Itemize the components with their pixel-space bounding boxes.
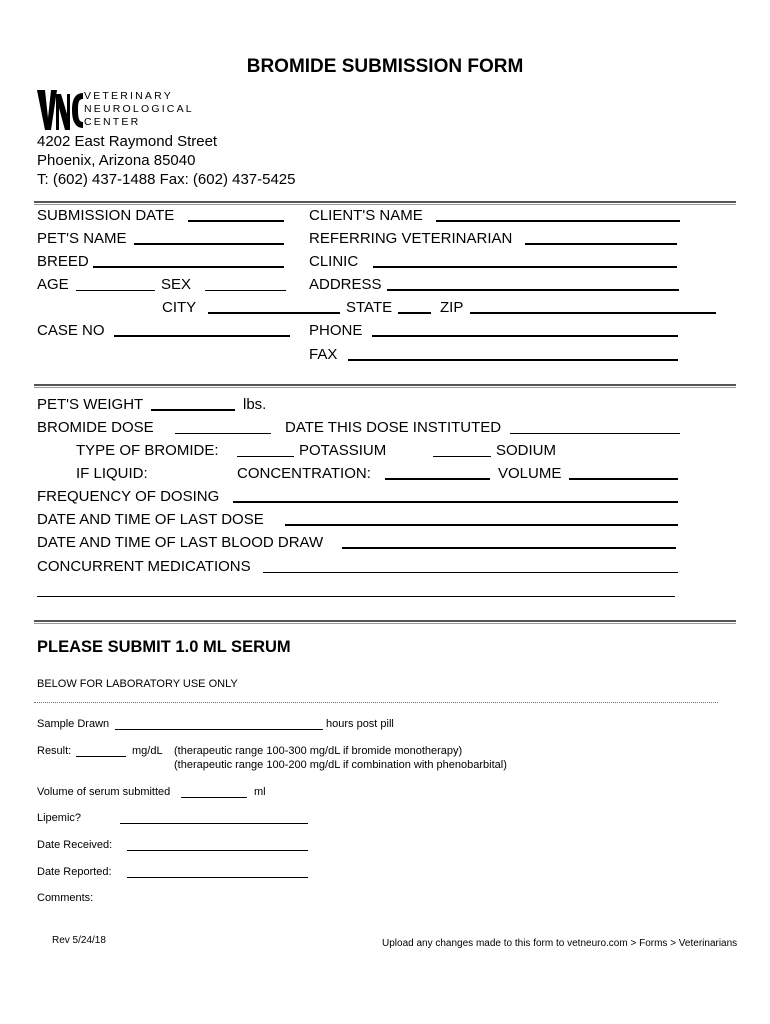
type-of-bromide-label: TYPE OF BROMIDE: xyxy=(76,442,219,459)
sample-drawn-label: Sample Drawn xyxy=(37,718,110,730)
address-phone-fax: T: (602) 437-1488 Fax: (602) 437-5425 xyxy=(37,171,296,188)
lbs-label: lbs. xyxy=(243,396,267,413)
case-no-label: CASE NO xyxy=(37,322,105,339)
sex-label: SEX xyxy=(161,276,192,293)
volume-field[interactable] xyxy=(569,478,678,480)
zip-field[interactable] xyxy=(470,312,716,314)
state-field[interactable] xyxy=(398,312,431,314)
address-street: 4202 East Raymond Street xyxy=(37,133,218,150)
breed-field[interactable] xyxy=(93,266,284,268)
concentration-field[interactable] xyxy=(385,478,490,480)
result-label: Result: xyxy=(37,745,72,757)
referring-vet-label: REFERRING VETERINARIAN xyxy=(309,230,513,247)
phone-label: PHONE xyxy=(309,322,363,339)
address-label: ADDRESS xyxy=(309,276,382,293)
address-field[interactable] xyxy=(387,289,679,291)
zip-label: ZIP xyxy=(440,299,464,316)
date-received-field[interactable] xyxy=(127,850,308,851)
phone-field[interactable] xyxy=(372,335,678,337)
sex-field[interactable] xyxy=(205,290,286,291)
fax-label: FAX xyxy=(309,346,338,363)
lab-heading: BELOW FOR LABORATORY USE ONLY xyxy=(37,678,238,690)
vnc-logo-icon xyxy=(37,90,83,130)
lipemic-label: Lipemic? xyxy=(37,812,82,824)
sodium-field[interactable] xyxy=(433,456,491,457)
result-field[interactable] xyxy=(76,756,126,757)
logo-line-3: CENTER xyxy=(84,116,141,128)
city-label: CITY xyxy=(162,299,197,316)
volume-serum-label: Volume of serum submitted xyxy=(37,786,171,798)
case-no-field[interactable] xyxy=(114,335,290,337)
hours-post-pill-label: hours post pill xyxy=(326,718,394,730)
concurrent-field[interactable] xyxy=(263,572,678,573)
form-title: BROMIDE SUBMISSION FORM xyxy=(246,56,524,77)
pets-name-field[interactable] xyxy=(134,243,284,245)
concurrent-label: CONCURRENT MEDICATIONS xyxy=(37,558,251,575)
submission-date-field[interactable] xyxy=(188,220,284,222)
submission-date-label: SUBMISSION DATE xyxy=(37,207,175,224)
date-instituted-field[interactable] xyxy=(510,433,680,434)
volume-serum-field[interactable] xyxy=(181,797,247,798)
last-blood-label: DATE AND TIME OF LAST BLOOD DRAW xyxy=(37,534,324,551)
city-field[interactable] xyxy=(208,312,340,314)
clinic-field[interactable] xyxy=(373,266,677,268)
separator-1 xyxy=(34,201,736,205)
revision-date: Rev 5/24/18 xyxy=(52,935,106,946)
age-field[interactable] xyxy=(76,290,155,291)
date-instituted-label: DATE THIS DOSE INSTITUTED xyxy=(285,419,502,436)
pets-weight-field[interactable] xyxy=(151,409,235,411)
frequency-label: FREQUENCY OF DOSING xyxy=(37,488,220,505)
logo-line-1: VETERINARY xyxy=(84,90,173,102)
bromide-dose-field[interactable] xyxy=(175,433,271,434)
mgdl-label: mg/dL xyxy=(132,745,163,757)
lipemic-field[interactable] xyxy=(120,823,308,824)
frequency-field[interactable] xyxy=(233,501,678,503)
range-monotherapy: (therapeutic range 100-300 mg/dL if bromide monotherapy) xyxy=(174,745,463,757)
separator-3 xyxy=(34,620,736,624)
sodium-label: SODIUM xyxy=(496,442,556,459)
logo-line-2: NEUROLOGICAL xyxy=(84,103,194,115)
potassium-field[interactable] xyxy=(237,456,294,457)
clients-name-label: CLIENT'S NAME xyxy=(309,207,423,224)
address-city: Phoenix, Arizona 85040 xyxy=(37,152,196,169)
age-label: AGE xyxy=(37,276,69,293)
state-label: STATE xyxy=(346,299,393,316)
bromide-dose-label: BROMIDE DOSE xyxy=(37,419,154,436)
referring-vet-field[interactable] xyxy=(525,243,677,245)
lab-dotted-separator xyxy=(34,702,718,703)
last-blood-field[interactable] xyxy=(342,547,676,549)
concentration-label: CONCENTRATION: xyxy=(237,465,371,482)
potassium-label: POTASSIUM xyxy=(299,442,387,459)
upload-note: Upload any changes made to this form to vetneuro.com > Forms > Veterinarians xyxy=(382,938,738,949)
last-dose-field[interactable] xyxy=(285,524,678,526)
clients-name-field[interactable] xyxy=(436,220,680,222)
date-reported-label: Date Reported: xyxy=(37,866,112,878)
pets-weight-label: PET'S WEIGHT xyxy=(37,396,144,413)
range-combination: (therapeutic range 100-200 mg/dL if combination with phenobarbital) xyxy=(174,759,507,771)
separator-2 xyxy=(34,384,736,388)
breed-label: BREED xyxy=(37,253,89,270)
sample-drawn-field[interactable] xyxy=(115,729,323,730)
ml-label: ml xyxy=(254,786,266,798)
fax-field[interactable] xyxy=(348,359,678,361)
serum-heading: PLEASE SUBMIT 1.0 ML SERUM xyxy=(37,638,291,656)
pets-name-label: PET'S NAME xyxy=(37,230,127,247)
date-received-label: Date Received: xyxy=(37,839,113,851)
clinic-label: CLINIC xyxy=(309,253,359,270)
last-dose-label: DATE AND TIME OF LAST DOSE xyxy=(37,511,264,528)
date-reported-field[interactable] xyxy=(127,877,308,878)
concurrent-field-2[interactable] xyxy=(37,596,675,597)
comments-label: Comments: xyxy=(37,892,94,904)
volume-label: VOLUME xyxy=(498,465,562,482)
logo-text xyxy=(84,90,194,129)
if-liquid-label: IF LIQUID: xyxy=(76,465,148,482)
